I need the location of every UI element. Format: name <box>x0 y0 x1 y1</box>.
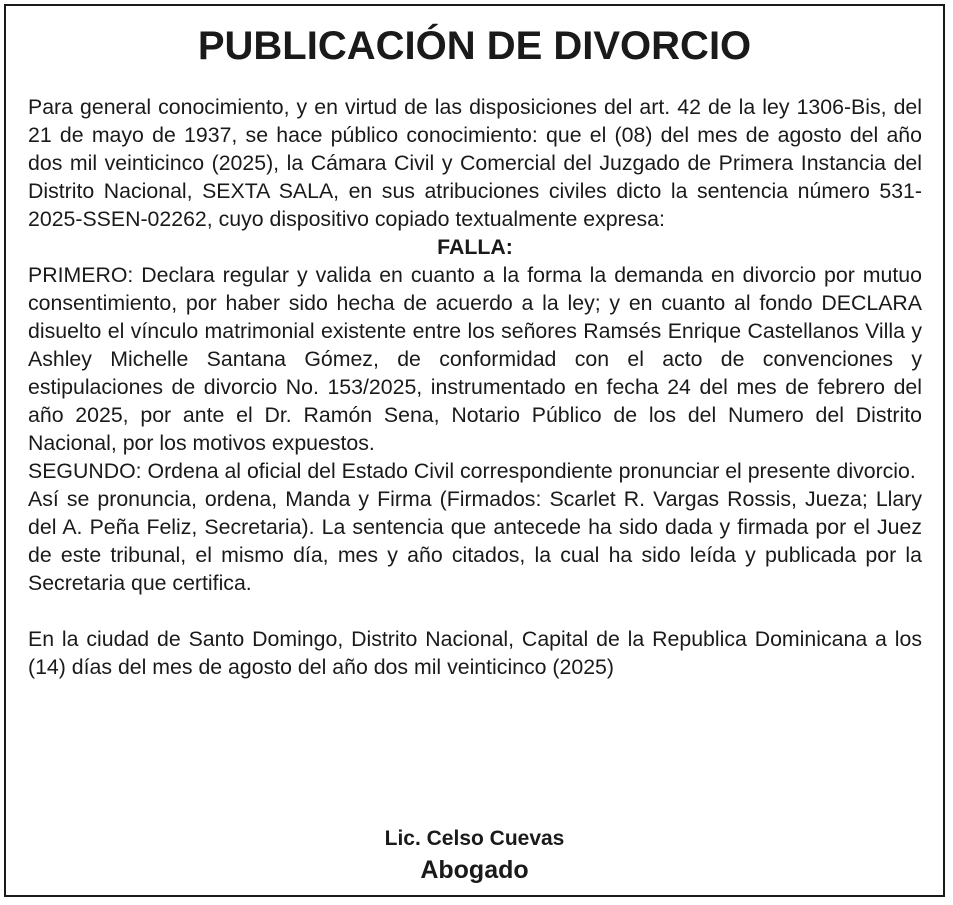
pronuncia-paragraph: Así se pronuncia, ordena, Manda y Firma (Firmados: Scarlet R. Vargas Rossis, Jueza; Llary del A. Peña Feliz, Secretaria). La sentencia que antecede ha sido dada y firmada por el Juez de este tribunal, el mismo día, mes y año citados, la cual ha sido leída y publicada por la Secretaria que certifica. <box>28 487 922 595</box>
signature-title: Abogado <box>420 856 529 884</box>
primero-paragraph: PRIMERO: Declara regular y valida en cuanto a la forma la demanda en divorcio por mutuo consentimiento, por haber sido hecha de acuerdo a la ley; y en cuanto al fondo DECLARA disuelto el vínculo matrimonial existente entre los señores Ramsés Enrique Castellanos Villa y Ashley Michelle Santana Gómez, de conformidad con el acto de convenciones y estipulaciones de divorcio No. 153/2025, instrumentado en fecha 24 del mes de febrero del año 2025, por ante el Dr. Ramón Sena, Notario Público de los del Numero del Distrito Nacional, por los motivos expuestos. <box>28 263 922 455</box>
signature-block <box>6 824 943 886</box>
paragraph-spacer <box>28 597 922 625</box>
notice-body <box>28 93 922 681</box>
closing-paragraph: En la ciudad de Santo Domingo, Distrito Nacional, Capital de la Republica Dominicana a los (14) días del mes de agosto del año dos mil veinticinco (2025) <box>28 627 922 679</box>
intro-paragraph: Para general conocimiento, y en virtud de las disposiciones del art. 42 de la ley 1306-Bis, del 21 de mayo de 1937, se hace público conocimiento: que el (08) del mes de agosto del año dos mil veinticinco (2025), la Cámara Civil y Comercial del Juzgado de Primera Instancia del Distrito Nacional, SEXTA SALA, en sus atribuciones civiles dicto la sentencia número 531-2025-SSEN-02262, cuyo dispositivo copiado textualmente expresa: <box>28 95 922 231</box>
notice-title: PUBLICACIÓN DE DIVORCIO <box>197 24 752 68</box>
segundo-paragraph: SEGUNDO: Ordena al oficial del Estado Civil correspondiente pronunciar el presente divorcio. <box>28 459 916 483</box>
falla-heading: FALLA: <box>437 235 513 259</box>
signature-name: Lic. Celso Cuevas <box>384 827 565 850</box>
divorce-notice <box>4 4 945 897</box>
